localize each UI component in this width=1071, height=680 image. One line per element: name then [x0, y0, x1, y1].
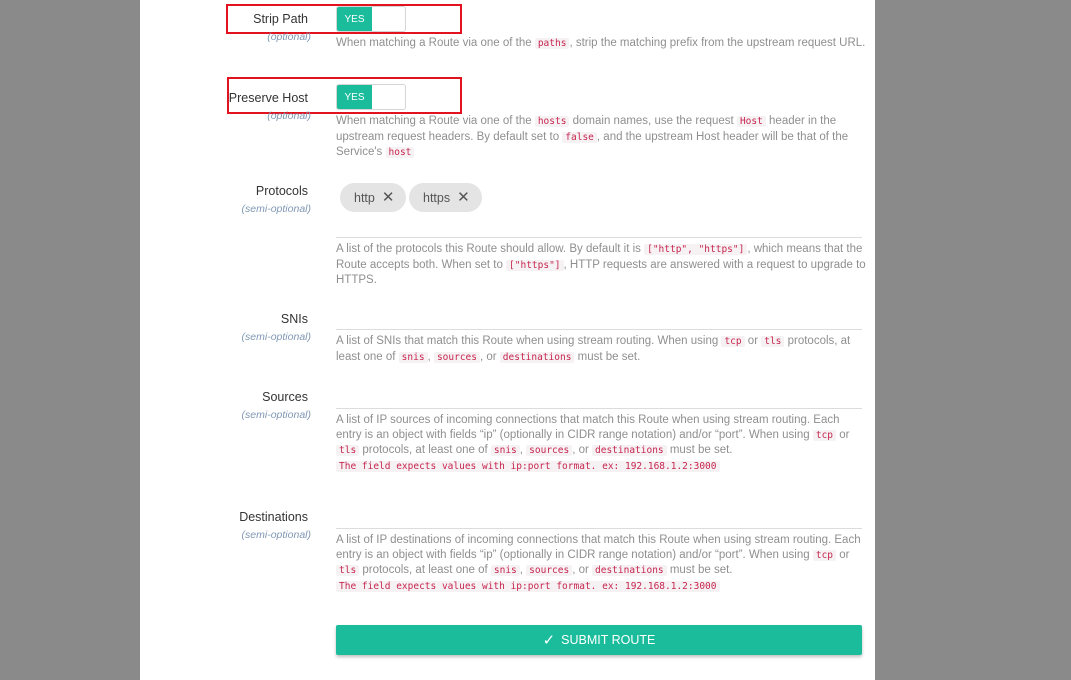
preserve-host-toggle[interactable]: [336, 84, 406, 110]
check-icon: ✓: [542, 632, 556, 649]
strip-path-label: Strip Path: [253, 12, 308, 26]
strip-path-optional-note: (optional): [267, 31, 311, 43]
remove-http-icon[interactable]: ✕: [381, 189, 395, 206]
snis-label: SNIs: [280, 312, 308, 326]
preserve-host-label: Preserve Host: [228, 91, 308, 105]
destinations-description: A list of IP destinations of incoming connections that match this Route when using stream routing. Each entry is an object with fields “ip” (optionally in CIDR range notation) and/or “port”. When using tcp or tls protocols, at least one of snis , sources , or destinations must be set. The field expects values with ip:port format. ex: 192.168.1.2:3000: [336, 534, 861, 592]
preserve-host-toggle-on: YES: [337, 85, 372, 109]
protocol-chip-https: https ✕: [409, 183, 482, 212]
sources-description: A list of IP sources of incoming connections that match this Route when using stream routing. Each entry is an object with fields “ip” (optionally in CIDR range notation) and/or “port”. When using tcp or tls protocols, at least one of snis , sources , or destinations must be set. The field expects values with ip:port format. ex: 192.168.1.2:3000: [336, 414, 850, 472]
destinations-optional-note: (semi-optional): [241, 529, 311, 541]
destinations-label: Destinations: [239, 510, 308, 524]
protocols-label: Protocols: [255, 184, 308, 198]
sources-label: Sources: [262, 390, 308, 404]
snis-optional-note: (semi-optional): [241, 331, 311, 343]
sources-input[interactable]: [336, 408, 862, 409]
snis-description: A list of SNIs that match this Route when using stream routing. When using tcp or tls protocols, at least one of snis , sources , or destinations must be set.: [336, 335, 851, 363]
preserve-host-description: When matching a Route via one of the hosts domain names, use the request Host header in the upstream request headers. By default set to false , and the upstream Host header will be that of the Service's host: [336, 115, 849, 158]
sources-format-hint: The field expects values with ip:port format. ex: 192.168.1.2:3000: [336, 461, 720, 472]
strip-path-toggle-on: YES: [337, 7, 372, 31]
strip-path-toggle[interactable]: [336, 6, 406, 32]
submit-route-label: SUBMIT ROUTE: [561, 633, 656, 647]
protocol-chip-http: http ✕: [340, 183, 406, 212]
submit-route-button[interactable]: [336, 625, 862, 655]
strip-path-description: When matching a Route via one of the paths , strip the matching prefix from the upstream request URL.: [336, 37, 866, 49]
protocols-input-underline[interactable]: [336, 237, 862, 238]
destinations-input[interactable]: [336, 528, 862, 529]
remove-https-icon[interactable]: ✕: [457, 189, 470, 206]
protocols-optional-note: (semi-optional): [241, 203, 311, 215]
preserve-host-optional-note: (optional): [267, 110, 311, 122]
sources-optional-note: (semi-optional): [241, 409, 311, 421]
protocols-description: A list of the protocols this Route should allow. By default it is ["http", "https"] , which means that the Route accepts both. When set to ["https"] , HTTP requests are answered with a request to upgrade to HTTPS.: [336, 243, 866, 286]
snis-input[interactable]: [336, 329, 862, 330]
destinations-format-hint: The field expects values with ip:port format. ex: 192.168.1.2:3000: [336, 581, 720, 592]
